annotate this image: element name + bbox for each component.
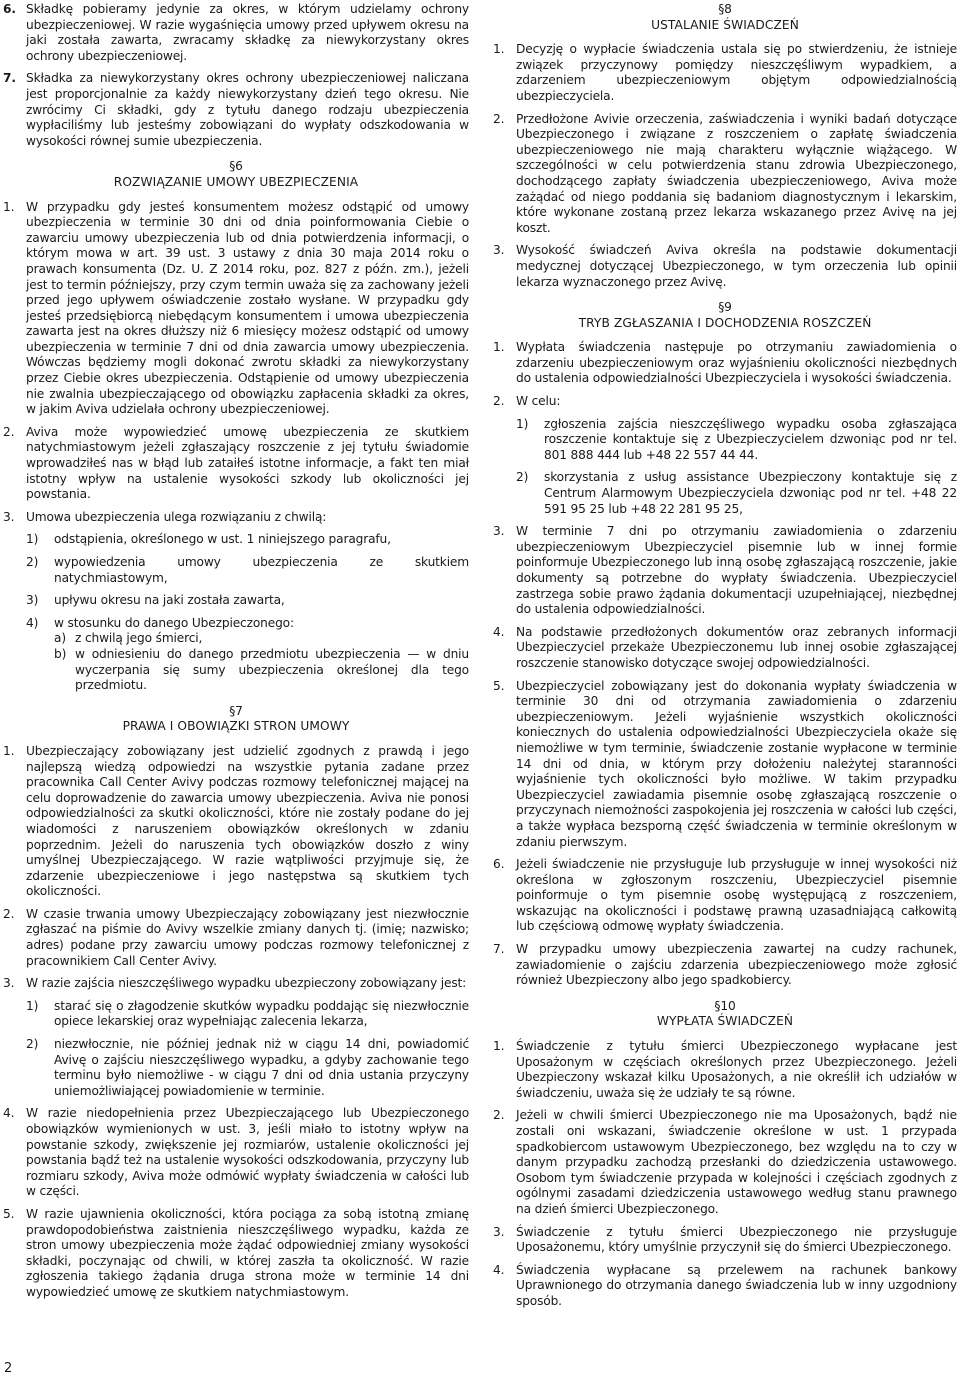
- item-text: W razie niedopełnienia przez Ubezpieczającego lub Ubezpieczonego obowiązków wymienionych w ust. 3, jeśli miało to istotny wpływ na powstanie szkody, zwiększenie jej rozmiarów, ustalenie okoliczności jej powstania bądź też na ustalenie wysokości odszkodowania, przyczyny lub rozmiaru szkody, Aviva może odmówić wypłaty świadczenia w całości lub w części.: [26, 1106, 469, 1199]
- left-column: [3, 2, 469, 1308]
- item-text: Składkę pobieramy jedynie za okres, w którym udzielamy ochrony ubezpieczeniowej. W razie wygaśnięcia umowy przed upływem okresu na jaki została zawarta, zwracamy składkę za niewykorzystany okres ochrony ubezpieczeniowej.: [26, 2, 469, 63]
- sub-item-text: w stosunku do danego Ubezpieczonego:: [54, 615, 294, 630]
- list-item: [493, 340, 957, 387]
- list-item: [493, 112, 957, 237]
- section-heading: [3, 704, 469, 735]
- section-heading: [493, 2, 957, 33]
- item-number: 7.: [493, 942, 505, 957]
- section-number: §8: [718, 2, 732, 16]
- sub-list-item: [26, 1037, 469, 1099]
- item-text: Aviva może wypowiedzieć umowę ubezpieczenia ze skutkiem natychmiastowym jeżeli zgłaszający roszczenie z jej tytułu świadomie wprowadziłeś nas w błąd lub zataiłeś istotne informacje, a fakt ten miał istotny wpływ na ustalenie wysokości szkody lub okoliczności jej powstania.: [26, 424, 469, 502]
- item-text: Wypłata świadczenia następuje po otrzymaniu zawiadomienia o zdarzeniu ubezpieczeniowym oraz wyjaśnieniu okoliczności niezbędnych do ustalenia odpowiedzialności Ubezpieczyciela i wysokości świadczenia.: [516, 340, 957, 386]
- item-number: 3.: [493, 243, 505, 258]
- list-item: [493, 1263, 957, 1310]
- item-number: 2.: [493, 394, 505, 409]
- sub-item-number: 1): [26, 998, 39, 1013]
- item-number: 1.: [493, 340, 505, 355]
- list-item: [493, 942, 957, 989]
- item-text: Jeżeli w chwili śmierci Ubezpieczonego nie ma Uposażonych, bądź nie zostali oni wskazani, świadczenie określone w ust. 1 przypada spadkobiercom ustawowym Ubezpieczonego, bez względu na to czy w danym przypadku zachodzą przesłanki do dziedziczenia ustawowego. Osobom tym świadczenie przypada w kolejności i częściach zgodnych z ogólnymi zasadami dziedziczenia ustawowego według stanu prawnego na dzień śmierci Ubezpieczonego.: [516, 1108, 957, 1216]
- sub-item-number: 4): [26, 615, 39, 630]
- sub-item-text: upływu okresu na jaki została zawarta,: [54, 593, 285, 608]
- sub-item-number: 2): [26, 555, 39, 569]
- list-item: [493, 679, 957, 851]
- item-number: 1.: [493, 1039, 505, 1054]
- item-number: 7.: [3, 71, 16, 86]
- section-title: TRYB ZGŁASZANIA I DOCHODZENIA ROSZCZEŃ: [578, 315, 872, 330]
- sub-item-text: skorzystania z usług assistance Ubezpieczony kontaktuje się z Centrum Alarmowym Ubezpieczyciela dzwoniąc pod nr tel. +48 22 591 95 25 lub +48 22 281 95 25,: [544, 470, 957, 516]
- list-item: [493, 394, 957, 410]
- item-number: 3.: [3, 509, 15, 524]
- section-heading: [3, 159, 469, 190]
- item-text: Przedłożone Avivie orzeczenia, zaświadczenia i wyniki badań dotyczące Ubezpieczonego i związane z roszczeniem o zapłatę świadczenia ubezpieczeniowego nie mają charakteru wyłącznie wiążącego. W szczególności w celu potwierdzenia stanu zdrowia Ubezpieczonego, dochodzącego zapłaty świadczenia ubezpieczeniowego, Aviva może zażądać od niego poddania się badaniom diagnostycznym i lekarskim, które wykonane zostaną przez lekarza wskazanego przez Avivę na jej koszt.: [516, 111, 957, 235]
- item-number: 1.: [493, 42, 505, 57]
- sub-sub-list-item: [54, 647, 469, 694]
- item-number: 2.: [3, 424, 15, 439]
- item-text: W terminie 7 dni po otrzymaniu zawiadomienia o zdarzeniu ubezpieczeniowym Ubezpieczyciel pisemnie lub w innej formie poinformuje Ubezpieczonego lub inną osobę zgłaszającą roszczenie, jakie dokumenty są potrzebne do wypłaty świadczenia. Ubezpieczyciel zastrzega sobie prawo żądania dokumentacji uzupełniającej, niezbędnej do ustalenia odpowiedzialności.: [516, 524, 957, 617]
- item-number: 3.: [3, 976, 15, 991]
- item-text: Świadczenie z tytułu śmierci Ubezpieczonego nie przysługuje Uposażonemu, który umyślnie przyczynił się do śmierci Ubezpieczonego.: [516, 1224, 957, 1255]
- section-number: §9: [718, 300, 732, 315]
- item-text: Jeżeli świadczenie nie przysługuje lub przysługuje w innej wysokości niż określona w zgłoszonym roszczeniu, Ubezpieczyciel pisemnie poinformuje o tym pisemnie osobę występującą z roszczeniem, wskazując na okoliczności i podstawę prawną uzasadniającą całkowitą lub częściową odmowę wypłaty świadczenia.: [516, 857, 957, 934]
- item-text: Decyzję o wypłacie świadczenia ustala się po stwierdzeniu, że istnieje związek przyczynowy pomiędzy nieszczęśliwym wypadkiem, a zdarzeniem ubezpieczeniowym objętym odpowiedzialnością ubezpieczyciela.: [516, 42, 957, 103]
- item-text: Składka za niewykorzystany okres ochrony ubezpieczeniowej naliczana jest proporcjonalnie za każdy niewykorzystany dzień tego okresu. Nie zwrócimy Ci składki, gdy z tytułu danego rodzaju ubezpieczenia wypłaciliśmy lub jesteśmy zobowiązani do wypłaty odszkodowania w wysokości równej sumie ubezpieczenia.: [26, 71, 469, 148]
- sub-item-number: 2): [516, 470, 529, 485]
- list-item: [493, 243, 957, 290]
- item-number: 6.: [3, 2, 16, 16]
- sub-item-text: odstąpienia, określonego w ust. 1 niniejszego paragrafu,: [54, 532, 391, 547]
- list-item: [493, 42, 957, 104]
- list-item: [493, 1039, 957, 1101]
- sub-list-item: [26, 999, 469, 1030]
- item-text: W razie zajścia nieszczęśliwego wypadku ubezpieczony zobowiązany jest:: [26, 976, 467, 991]
- item-text: Ubezpieczający zobowiązany jest udzielić zgodnych z prawdą i jego najlepszą wiedzą odpowiedzi na wszystkie pytania zadane przez pracownika Call Center Avivy podczas rozmowy telefonicznej mającej na celu doprowadzenie do zawarcia umowy ubezpieczenia. Aviva nie ponosi odpowiedzialności za skutki okoliczności, które nie zostały podane do jej wiadomości z naruszeniem obowiązków określonych w zdaniu poprzednim. Jeżeli do naruszenia tych obowiązków doszło z winy umyślnej Ubezpieczającego. W razie wątpliwości przyjmuje się, że zdarzenie ubezpieczeniowe i jego następstwa są skutkiem tych okoliczności.: [26, 743, 469, 899]
- item-text: Ubezpieczyciel zobowiązany jest do dokonania wypłaty świadczenia w terminie 30 dni od otrzymania zawiadomienia o zdarzeniu ubezpieczeniowym. Jeżeli wyjaśnienie wszystkich okoliczności koniecznych do ustalenia odpowiedzialności Ubezpieczyciela okaże się niemożliwe w tym terminie, świadczenie zostanie wypłacone w terminie 14 dni od dnia, w którym przy dołożeniu należytej staranności wyjaśnienie tych okoliczności było możliwe. W takim przypadku Ubezpieczyciel zawiadamia pisemnie osobę zgłaszającą roszczenie o przyczynach niemożności zaspokojenia jej roszczenia w całości lub części, a także wypłaca bezsporną część świadczenia w terminie określonym w zdaniu pierwszym.: [516, 678, 957, 849]
- list-item: [493, 524, 957, 618]
- item-text: Świadczenia wypłacane są przelewem na rachunek bankowy Uprawnionego do otrzymania danego świadczenia lub w inny uzgodniony sposób.: [516, 1262, 957, 1308]
- right-column: [493, 2, 957, 1317]
- item-number: 4.: [493, 1262, 505, 1277]
- sub-item-number: 1): [26, 532, 39, 547]
- item-number: 4.: [3, 1106, 15, 1121]
- sub-sub-item-text: z chwilą jego śmierci,: [75, 631, 203, 646]
- sub-item-text: zgłoszenia zajścia nieszczęśliwego wypadku osoba zgłaszająca roszczenie kontaktuje się z Ubezpieczycielem dzwoniąc pod nr tel. 801 888 444 lub +48 22 557 44 44.: [544, 416, 957, 462]
- item-number: 1.: [3, 743, 15, 758]
- sub-list-item: [26, 593, 469, 609]
- list-item: [3, 976, 469, 992]
- section-title: WYPŁATA ŚWIADCZEŃ: [656, 1014, 794, 1029]
- item-number: 2.: [493, 111, 505, 126]
- item-text: Umowa ubezpieczenia ulega rozwiązaniu z chwilą:: [26, 509, 327, 524]
- sub-sub-item-letter: a): [54, 631, 66, 646]
- item-text: Na podstawie przedłożonych dokumentów oraz zebranych informacji Ubezpieczyciel przekaże Ubezpieczonemu lub innej osobie zgłaszającej roszczenie stanowisko dotyczące swojej odpowiedzialności.: [516, 624, 957, 670]
- sub-sub-item-letter: b): [54, 646, 67, 661]
- item-number: 4.: [493, 624, 505, 639]
- item-text: W razie ujawnienia okoliczności, która pociąga za sobą istotną zmianę prawdopodobieństwa zaistnienia nieszczęśliwego wypadku, każda ze stron umowy ubezpieczenia może żądać odpowiedniej zmiany wysokości składki, poczynając od chwili, w której zaszła ta okoliczność. W razie zgłoszenia takiego żądania druga strona może w terminie 14 dni wypowiedzieć umowę ze skutkiem natychmiastowym.: [26, 1206, 469, 1299]
- item-number: 6.: [493, 857, 505, 872]
- list-item: [493, 625, 957, 672]
- list-item: [3, 2, 469, 64]
- section-number: §10: [714, 998, 736, 1013]
- item-text: W przypadku gdy jesteś konsumentem możesz odstąpić od umowy ubezpieczenia w terminie 30 dni od dnia poinformowania Ciebie o zawarciu umowy ubezpieczenia lub od dnia potwierdzenia informacji, o którym mowa w art. 39 ust. 3 ustawy z dnia 30 maja 2014 roku o prawach konsumenta (Dz. U. Z 2014 roku, poz. 827 z późn. zm.), jeżeli jest to termin późniejszy, przy czym termin uważa się za zachowany jeżeli przed jego upływem oświadczenie zostało wysłane. W przypadku gdy jesteś przedsiębiorcą niebędącym konsumentem i umowa ubezpieczenia zawarta jest na okres dłuższy niż 6 miesięcy możesz odstąpić od umowy ubezpieczenia w terminie 7 dni od dnia zawarcia umowy ubezpieczenia. Wówczas będziemy mogli dokonać zwrotu składki za niewykorzystany przez Ciebie okres ubezpieczenia. Odstąpienie od umowy ubezpieczenia nie zwalnia ubezpieczającego od obowiązku zapłacenia składki za okres, w jakim Aviva udzielała ochrony ubezpieczeniowej.: [26, 199, 469, 417]
- list-item: [493, 857, 957, 935]
- item-text: Świadczenie z tytułu śmierci Ubezpieczonego wypłacane jest Uposażonym w częściach określonych przez Ubezpieczonego. Jeżeli Ubezpieczony wskazał kilku Uposażonych, a nie określił ich udziałów w świadczeniu, uważa się że udziały te są równe.: [516, 1039, 957, 1100]
- item-number: 2.: [493, 1108, 505, 1123]
- item-text: W czasie trwania umowy Ubezpieczający zobowiązany jest niezwłocznie zgłaszać na piśmie do Avivy wszelkie zmiany danych tj. (imię; nazwisko; adres) podane przy zawarciu umowy podczas rozmowy telefonicznej z pracownikiem Call Center Avivy.: [26, 906, 469, 968]
- section-title: PRAWA I OBOWIĄZKI STRON UMOWY: [122, 719, 350, 734]
- sub-list-item: [26, 555, 469, 586]
- list-item: [493, 1225, 957, 1256]
- sub-sub-item-text: w odniesieniu do danego przedmiotu ubezpieczenia — w dniu wyczerpania się sumy ubezpieczenia określonej dla tego przedmiotu.: [75, 646, 469, 693]
- sub-item-text: starać się o złagodzenie skutków wypadku poddając się niezwłocznie opiece lekarskiej oraz wypełniając zalecenia lekarza,: [54, 998, 469, 1029]
- item-number: 5.: [493, 678, 505, 693]
- sub-item-number: 3): [26, 593, 39, 608]
- sub-sub-list-item: [54, 631, 469, 647]
- sub-item-number: 1): [516, 416, 529, 431]
- list-item: [3, 71, 469, 149]
- item-number: 3.: [493, 1224, 505, 1239]
- sub-item-text: wypowiedzenia umowy ubezpieczenia ze skutkiem natychmiastowym,: [54, 555, 469, 585]
- item-number: 2.: [3, 906, 15, 921]
- sub-list-item: [516, 417, 957, 464]
- list-item: [3, 744, 469, 900]
- section-number: §7: [229, 703, 243, 718]
- sub-list-item: [26, 532, 469, 548]
- section-heading: [493, 999, 957, 1030]
- list-item: [3, 200, 469, 418]
- sub-item-text: niezwłocznie, nie później jednak niż w ciągu 14 dni, powiadomić Avivę o zajściu nieszczęśliwego wypadku, a gdyby zachowanie tego terminu było niemożliwe - w ciągu 7 dni od dnia ustania przyczyny uniemożliwiającej powiadomienie w terminie.: [54, 1037, 469, 1098]
- list-item: [3, 907, 469, 969]
- page-number: 2: [4, 1361, 13, 1376]
- list-item: [3, 1207, 469, 1301]
- list-item: [3, 1106, 469, 1200]
- item-text: W celu:: [516, 394, 561, 409]
- sub-item-number: 2): [26, 1037, 39, 1052]
- list-item: [493, 1108, 957, 1217]
- item-number: 5.: [3, 1206, 15, 1221]
- list-item: [3, 425, 469, 503]
- section-title: USTALANIE ŚWIADCZEŃ: [651, 17, 799, 32]
- section-title: ROZWIĄZANIE UMOWY UBEZPIECZENIA: [113, 174, 359, 189]
- list-item: [3, 510, 469, 526]
- item-number: 3.: [493, 524, 505, 539]
- item-text: W przypadku umowy ubezpieczenia zawartej na cudzy rachunek, zawiadomienie o zajściu zdarzenia ubezpieczeniowego może zgłosić również Ubezpieczony albo jego spadkobiercy.: [516, 942, 957, 988]
- item-text: Wysokość świadczeń Aviva określa na podstawie dokumentacji medycznej dotyczącej Ubezpieczonego, w tym orzeczenia lub opinii lekarza wyznaczonego przez Avivę.: [516, 243, 957, 289]
- item-number: 1.: [3, 199, 15, 214]
- section-heading: [493, 300, 957, 331]
- sub-list-item: [516, 470, 957, 517]
- section-number: §6: [229, 159, 243, 174]
- sub-list-item: [26, 616, 469, 632]
